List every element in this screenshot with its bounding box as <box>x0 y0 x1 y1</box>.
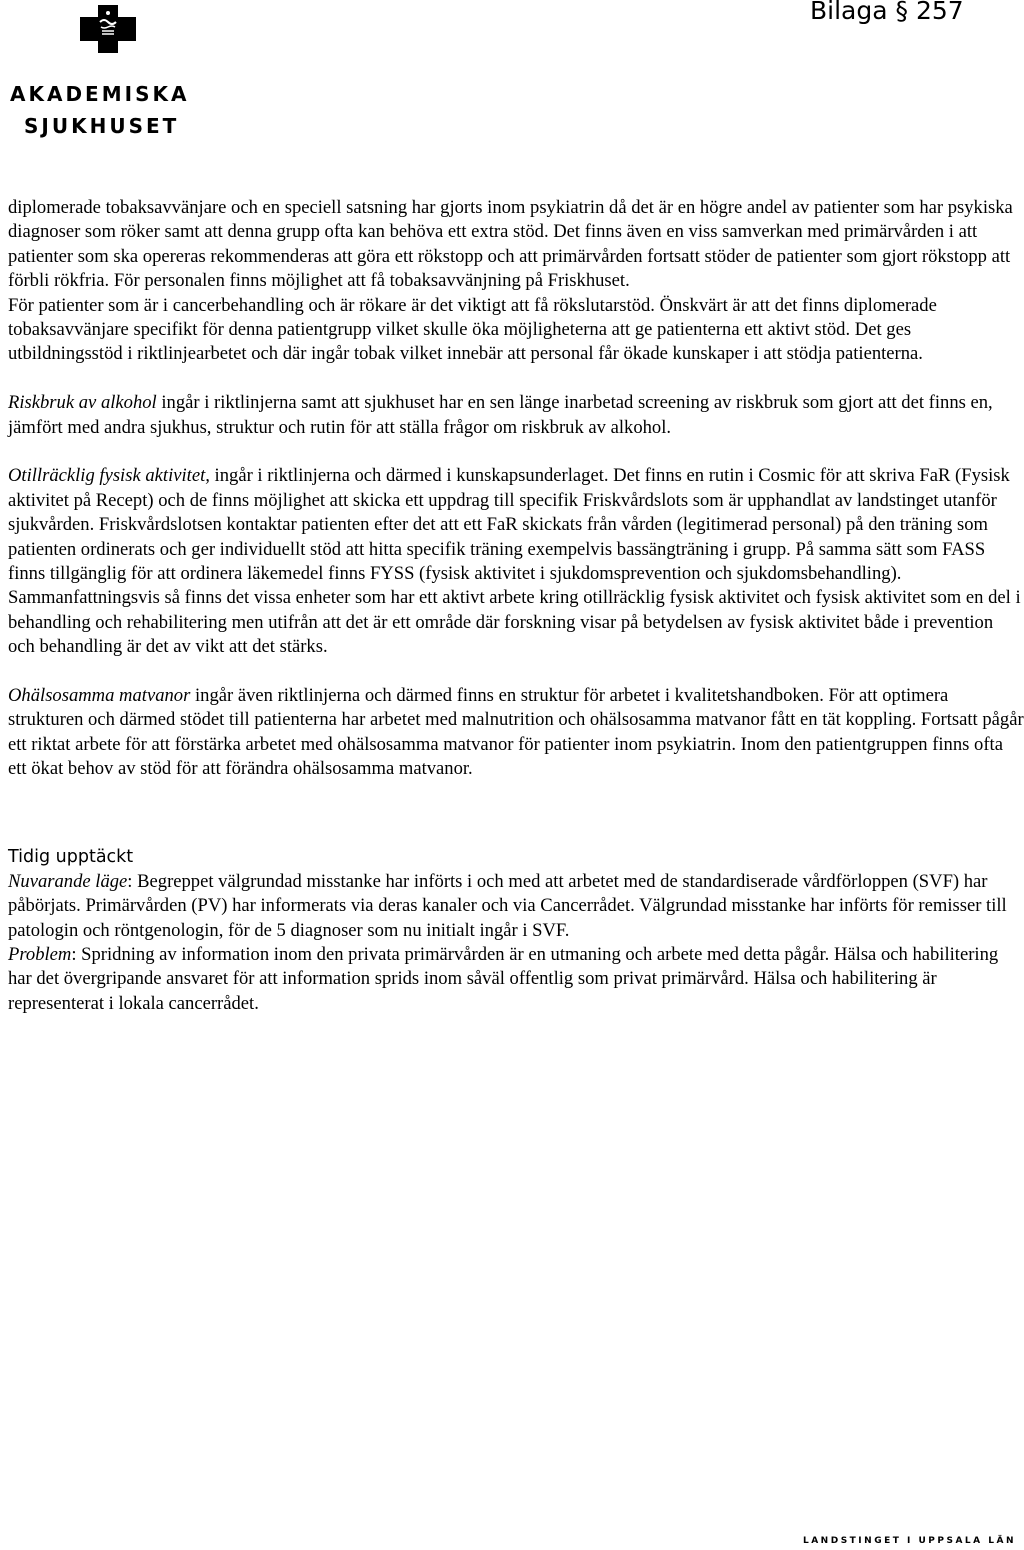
alcohol-text: ingår i riktlinjerna samt att sjukhuset har en sen länge inarbetad screening av riskbruk som gjort att det finns en, jämfört med andra sjukhus, struktur och rutin för att ställa frågor om riskbruk av alkohol. <box>8 392 993 438</box>
document-body <box>8 196 1024 1016</box>
wordmark <box>10 78 189 142</box>
current-status-paragraph <box>8 870 1024 943</box>
cross-emblem-icon <box>80 5 136 53</box>
tobacco-paragraph-1: diplomerade tobaksavvänjare och en speciell satsning har gjorts inom psykiatrin då det är en högre andel av patienter som har psykiska diagnoser som röker samt att denna grupp ofta kan behöva ett extra stöd. Det finns även en viss samverkan med primärvården i att patienter som ska opereras rekommenderas att göra ett rökstopp och att primärvården fortsatt stöder de patienter som gjort rökstopp att förbli rökfria. För personalen finns möjlighet att få tobaksavvänjning på Friskhuset. <box>8 197 1013 292</box>
early-detection-heading: Tidig upptäckt <box>8 846 134 867</box>
activity-lead: Otillräcklig fysisk aktivitet, <box>8 465 210 487</box>
alcohol-lead: Riskbruk av alkohol <box>8 392 157 414</box>
tobacco-paragraph-2: För patienter som är i cancerbehandling och är rökare är det viktigt att få rökslutarstöd. Önskvärt är att det finns diplomerade tobaksavvänjare specifikt för denna patientgrupp vilket skulle öka möjligheterna att ge patienterna ett aktivt stöd. Det ges utbildningsstöd i riktlinjearbetet och där ingår tobak vilket innebär att personal får ökade kunskaper i att stödja patienterna. <box>8 294 937 365</box>
org-name-line-1: AKADEMISKA <box>10 82 190 106</box>
logo-mark <box>80 5 136 53</box>
diet-paragraph <box>8 684 1024 782</box>
activity-text: ingår i riktlinjerna och därmed i kunskapsunderlaget. Det finns en rutin i Cosmic för att skriva FaR (Fysisk aktivitet på Recept) och de finns möjlighet att skicka ett uppdrag till specifik Friskvårdslots som är upphandlat av landstinget utanför sjukvården. Friskvårdslotsen kontaktar patienten efter det att ett FaR skickats från vården (legitimerad personal) på den träning som patienten ordinerats och ger individuellt stöd att hitta specifik träning exempelvis bassängträning i grupp. På samma sätt som FASS finns tillgänglig för att ordinera läkemedel finns FYSS (fysisk aktivitet i sjukdomsprevention och sjukdomsbehandling). Sammanfattningsvis så finns det vissa enheter som har ett aktivt arbete kring otillräcklig fysisk aktivitet och fysisk aktivitet som en del i behandling och rehabilitering men utifrån att det är ett område där forskning visar på betydelsen av fysisk aktivitet både i prevention och behandling är det av vikt att det stärks. <box>8 465 1021 658</box>
alcohol-paragraph <box>8 391 1024 440</box>
current-status-label: Nuvarande läge <box>8 870 128 892</box>
diet-lead: Ohälsosamma matvanor <box>8 685 191 707</box>
footer-label: LANDSTINGET I UPPSALA LÄN <box>802 1536 1016 1546</box>
current-status-text: : Begreppet välgrundad misstanke har införts i och med att arbetet med de standardiserade vårdförloppen (SVF) har påbörjats. Primärvården (PV) har informerats via deras kanaler och via Cancerrådet. Välgrundad misstanke har införts för remisser till patologin och röntgenologin, för de 5 diagnoser som nu initialt ingår i SVF. <box>8 870 1007 941</box>
diet-text: ingår även riktlinjerna och därmed finns en struktur för arbetet i kvalitetshandboken. För att optimera strukturen och därmed stödet till patienterna har arbetet med malnutrition och ohälsosamma matvanor fått en tät koppling. Fortsatt pågår ett riktat arbete för att förstärka arbetet med ohälsosamma matvanor för patienter inom psykiatrin. Inom den patientgruppen finns ofta ett ökat behov av stöd för att förändra ohälsosamma matvanor. <box>8 685 1024 780</box>
problem-label: Problem <box>8 943 72 965</box>
org-name-line-2: SJUKHUSET <box>24 114 180 138</box>
problem-text: : Spridning av information inom den privata primärvården är en utmaning och arbete med detta pågår. Hälsa och habilitering har det övergripande ansvaret för att information sprids inom såväl offentlig som privat primärvård. Hälsa och habilitering är representerat i lokala cancerrådet. <box>8 943 999 1014</box>
problem-paragraph <box>8 943 1024 1016</box>
activity-paragraph <box>8 464 1024 659</box>
appendix-label: Bilaga § 257 <box>810 0 964 25</box>
